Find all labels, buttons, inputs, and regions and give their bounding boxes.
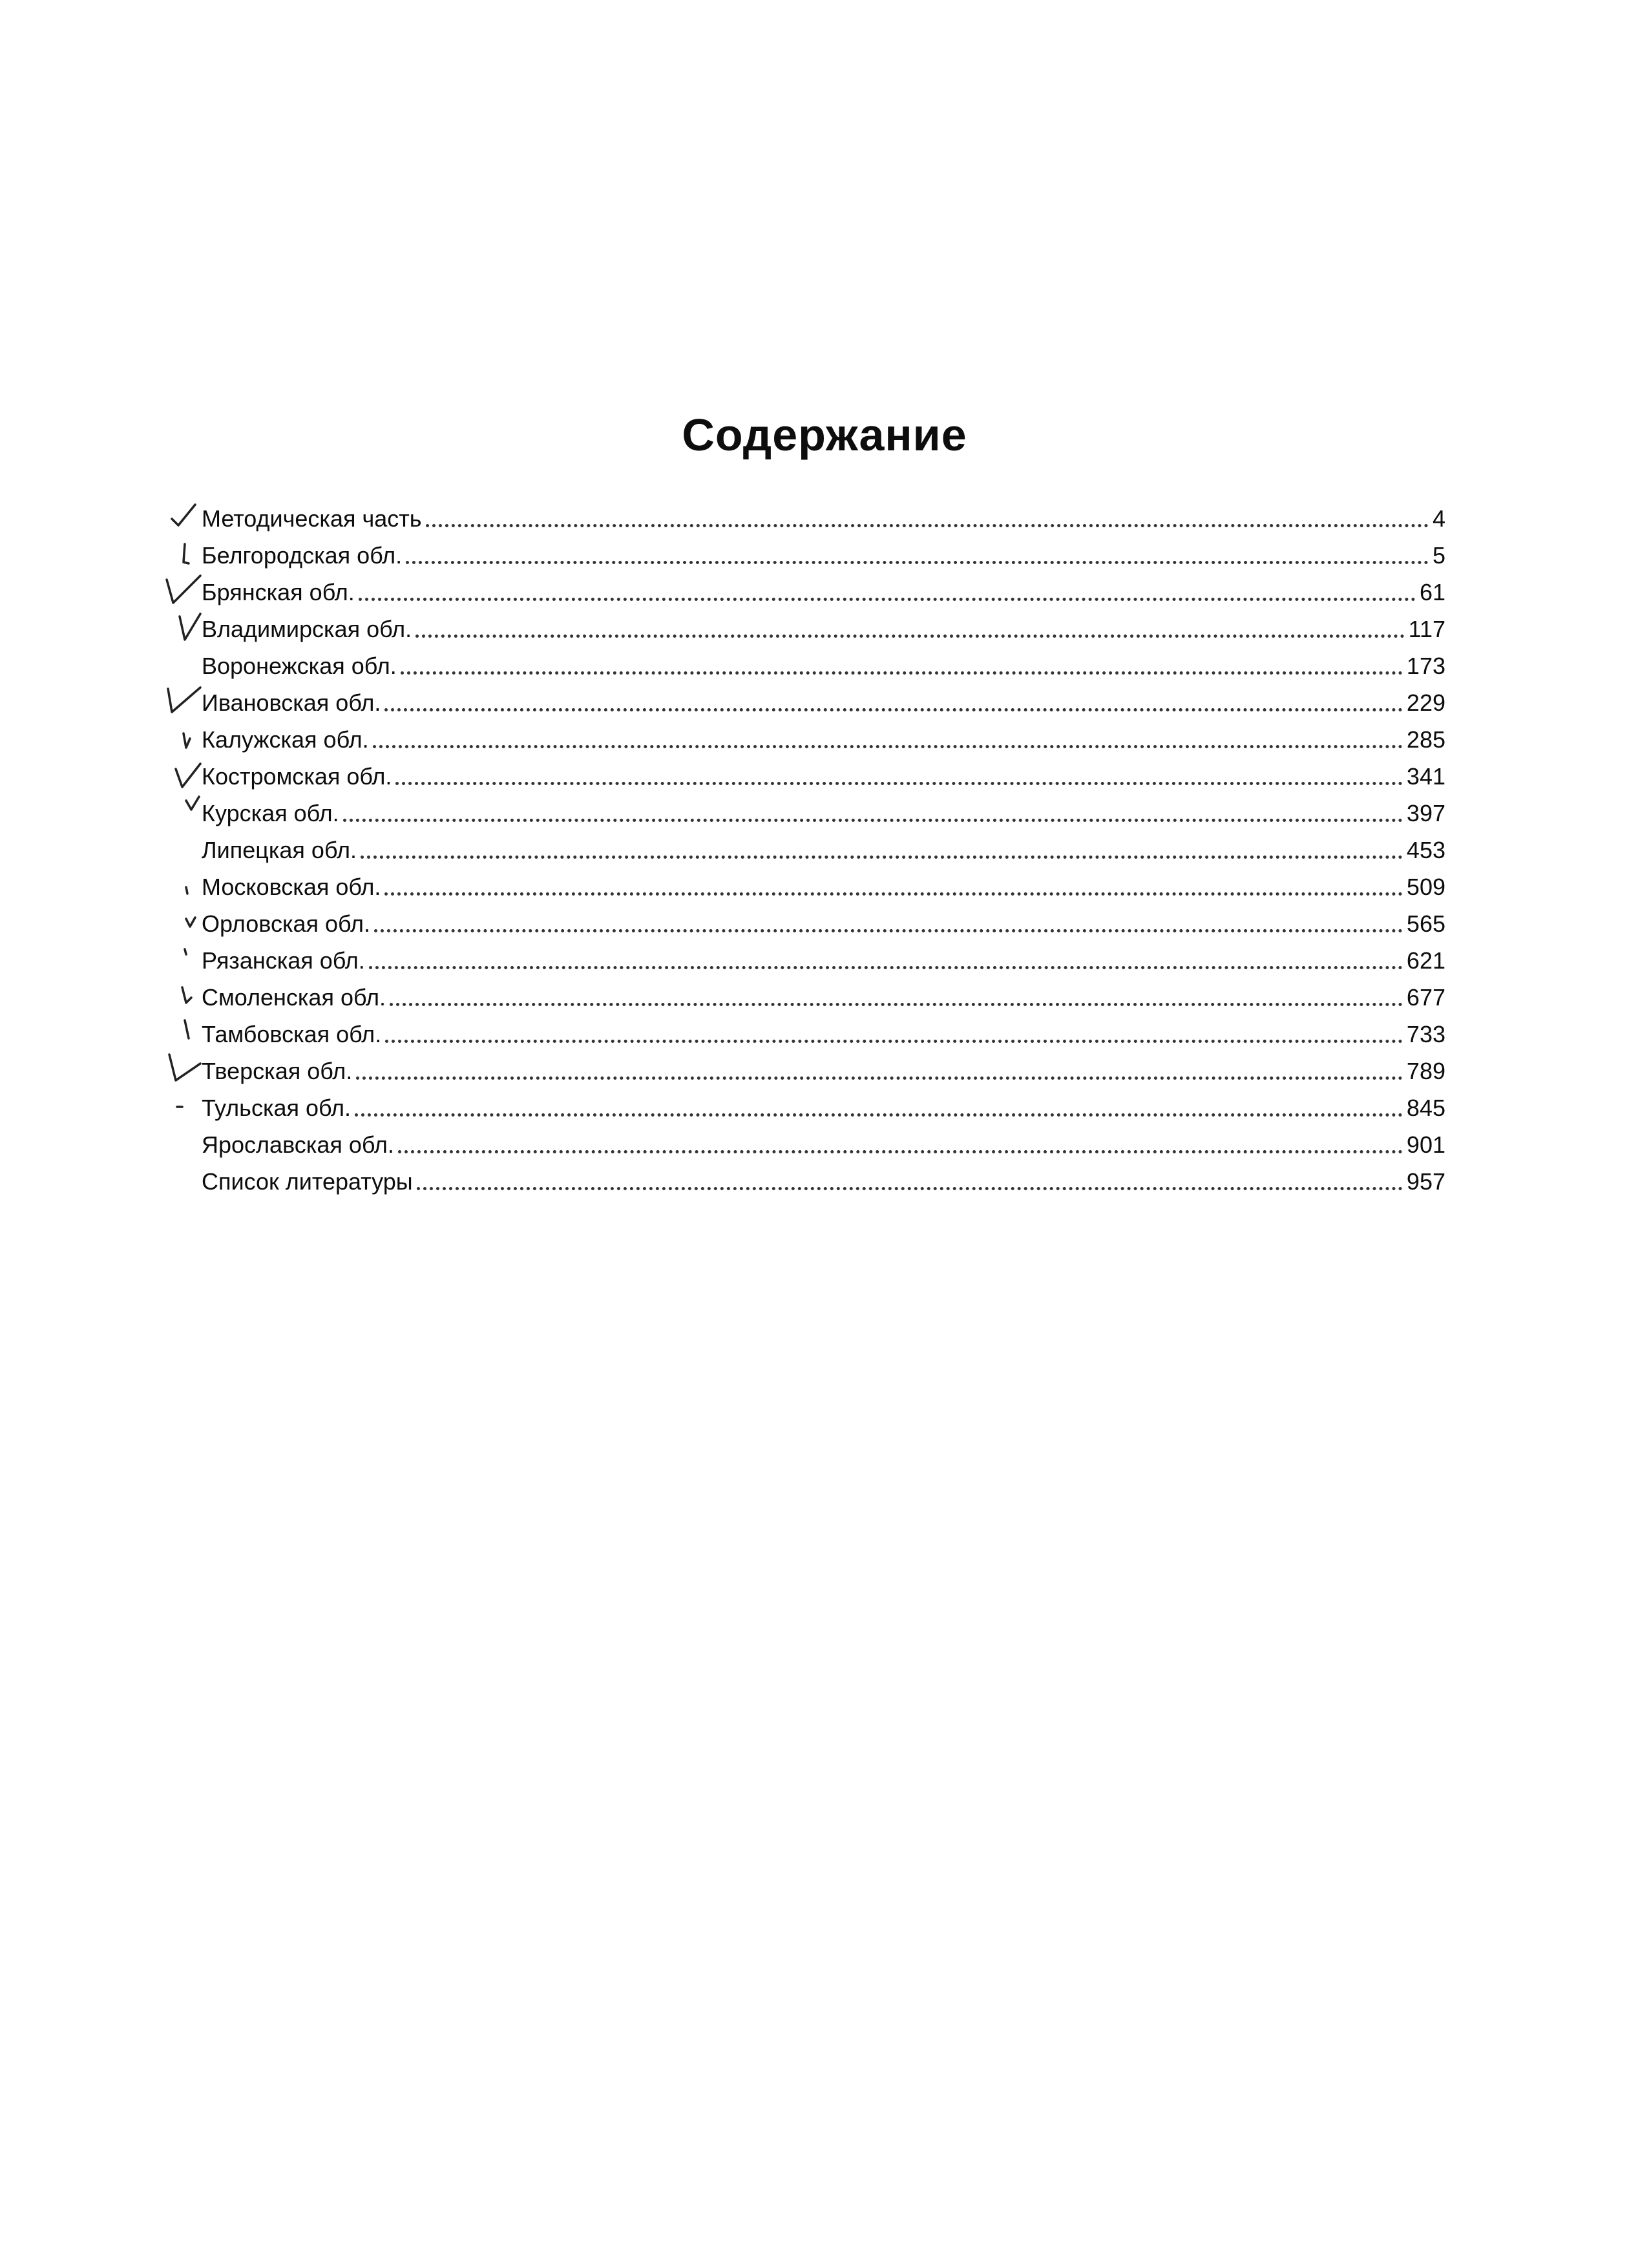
toc-entry-label: Тульская обл. <box>202 1095 352 1121</box>
dot-leader <box>356 1076 1403 1080</box>
toc-entry-label: Калужская обл. <box>202 726 369 753</box>
toc-entry-label: Владимирская обл. <box>202 616 412 642</box>
dot-leader <box>374 929 1403 932</box>
checkmark-icon <box>163 1052 202 1084</box>
toc-entry-label: Курская обл. <box>202 800 339 826</box>
toc-entry-page: 453 <box>1406 837 1445 863</box>
toc-entry-label: Орловская обл. <box>202 910 371 937</box>
dash-mark-icon <box>163 1089 202 1121</box>
dot-leader <box>406 561 1429 564</box>
dot-leader <box>417 1187 1403 1190</box>
toc-entry-page: 61 <box>1419 579 1445 605</box>
toc-entry-page: 901 <box>1406 1131 1445 1158</box>
dot-leader <box>390 1003 1403 1006</box>
toc-entry-page: 397 <box>1406 800 1445 826</box>
toc-entry-page: 5 <box>1432 542 1445 569</box>
checkmark-icon <box>163 610 202 642</box>
toc-entry <box>202 975 1445 1012</box>
toc-entry-label: Список литературы <box>202 1168 413 1195</box>
toc-entry-label: Тверская обл. <box>202 1058 353 1084</box>
dot-leader <box>395 782 1403 785</box>
toc-entry-label: Рязанская обл. <box>202 947 365 974</box>
toc-entry-label: Тамбовская обл. <box>202 1021 382 1047</box>
toc-entry <box>202 607 1445 644</box>
tick-mark-icon <box>163 868 202 900</box>
toc-entry-page: 565 <box>1406 910 1445 937</box>
toc-entry <box>202 1122 1445 1159</box>
dot-leader <box>343 819 1403 822</box>
tick-mark-icon <box>163 1015 202 1047</box>
toc-entry-label: Костромская обл. <box>202 763 392 790</box>
tick-mark-icon <box>163 536 202 569</box>
toc-entry-label: Липецкая обл. <box>202 837 357 863</box>
toc-entry-label: Ярославская обл. <box>202 1131 394 1158</box>
toc-entry <box>202 717 1445 754</box>
toc-entry-page: 733 <box>1406 1021 1445 1047</box>
toc-entry <box>202 1049 1445 1086</box>
toc-entry-label: Воронежская обл. <box>202 653 397 679</box>
toc-entry-page: 341 <box>1406 763 1445 790</box>
dot-leader <box>359 598 1416 601</box>
toc-entry-page: 957 <box>1406 1168 1445 1195</box>
toc-entry-label: Московская обл. <box>202 874 381 900</box>
tick-mark-icon <box>163 978 202 1011</box>
toc-entry-page: 621 <box>1406 947 1445 974</box>
toc-entry <box>202 1086 1445 1122</box>
dot-leader <box>355 1113 1403 1117</box>
toc-entry-label: Ивановская обл. <box>202 689 381 716</box>
toc-entry <box>202 570 1445 607</box>
toc-entry <box>202 865 1445 901</box>
table-of-contents <box>202 496 1445 1196</box>
tick-mark-icon <box>163 941 202 974</box>
toc-entry-page: 117 <box>1408 616 1445 642</box>
toc-entry <box>202 828 1445 865</box>
checkmark-icon <box>163 499 202 532</box>
toc-entry <box>202 1159 1445 1196</box>
toc-entry <box>202 901 1445 938</box>
toc-entry <box>202 791 1445 828</box>
toc-entry-page: 845 <box>1406 1095 1445 1121</box>
document-title: Содержание <box>682 410 967 460</box>
dot-leader <box>385 1040 1403 1043</box>
toc-entry <box>202 644 1445 680</box>
toc-entry-label: Брянская обл. <box>202 579 355 605</box>
toc-entry <box>202 496 1445 533</box>
toc-entry-page: 173 <box>1406 653 1445 679</box>
dot-leader <box>426 524 1429 527</box>
tick-mark-icon <box>163 720 202 753</box>
toc-entry <box>202 680 1445 717</box>
toc-entry-label: Смоленская обл. <box>202 984 386 1011</box>
checkmark-icon <box>163 794 202 826</box>
dot-leader <box>361 856 1403 859</box>
checkmark-icon <box>163 684 202 716</box>
toc-entry-label: Белгородская обл. <box>202 542 403 569</box>
toc-entry-page: 285 <box>1406 726 1445 753</box>
toc-entry-label: Методическая часть <box>202 505 422 532</box>
toc-entry <box>202 938 1445 975</box>
dot-leader <box>401 671 1403 675</box>
dot-leader <box>384 892 1403 896</box>
toc-entry-page: 229 <box>1406 689 1445 716</box>
toc-entry-page: 509 <box>1406 874 1445 900</box>
dot-leader <box>415 635 1404 638</box>
dot-leader <box>384 708 1403 711</box>
toc-entry-page: 677 <box>1406 984 1445 1011</box>
toc-entry-page: 4 <box>1432 505 1445 532</box>
dot-leader <box>373 745 1403 748</box>
checkmark-icon <box>163 573 202 605</box>
toc-entry <box>202 1012 1445 1049</box>
toc-entry <box>202 754 1445 791</box>
dot-leader <box>369 966 1403 969</box>
checkmark-icon <box>163 905 202 937</box>
checkmark-icon <box>163 757 202 790</box>
dot-leader <box>398 1150 1403 1153</box>
toc-entry <box>202 533 1445 570</box>
toc-entry-page: 789 <box>1406 1058 1445 1084</box>
